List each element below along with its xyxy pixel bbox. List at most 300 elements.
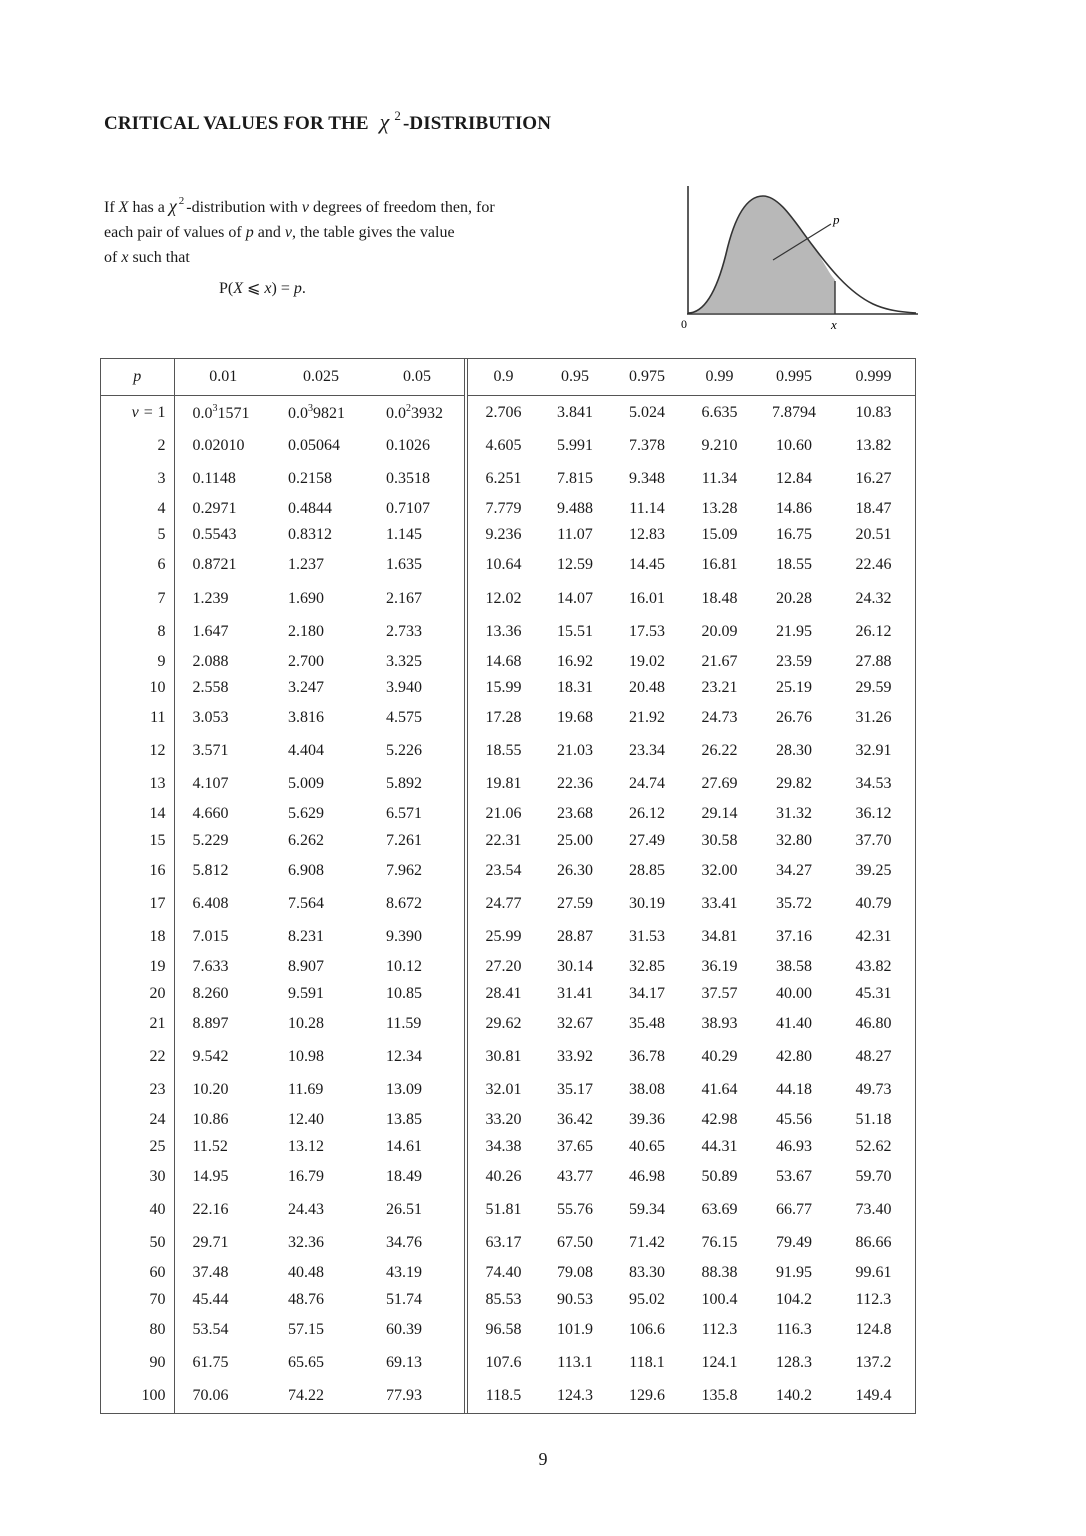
critical-values-table-frame [100, 358, 916, 1414]
nu-cell: 21 [101, 1008, 174, 1041]
intro-paragraph [104, 189, 584, 270]
value-cell: 86.66 [855, 1234, 892, 1252]
value-cell: 14.68 [485, 652, 522, 670]
value-cell: 0.8312 [288, 526, 332, 544]
value-cell: 112.3 [701, 1320, 738, 1338]
value-cell: 34.38 [485, 1138, 522, 1156]
table-row [101, 495, 915, 522]
intro-line-2: each pair of values of p and ν, the table gives the value [104, 224, 455, 241]
table-row [101, 768, 915, 801]
value-cell: 45.44 [192, 1291, 229, 1309]
value-cell: 12.59 [557, 556, 593, 574]
value-cell: 42.98 [701, 1111, 738, 1129]
column-header-p-0.975: 0.975 [611, 359, 683, 396]
value-cell: 21.92 [629, 709, 665, 727]
value-cell: 16.79 [288, 1168, 324, 1186]
value-cell: 124.8 [855, 1320, 892, 1338]
value-cell: 40.00 [776, 985, 812, 1003]
value-cell: 25.99 [485, 928, 522, 946]
value-cell: 4.575 [370, 702, 466, 735]
value-cell: 6.408 [192, 895, 229, 913]
value-cell: 1.145 [370, 522, 466, 549]
value-cell: 66.77 [776, 1201, 812, 1219]
title-superscript: 2 [394, 108, 401, 123]
value-cell: 40.29 [701, 1048, 738, 1066]
value-cell: 7.015 [192, 928, 229, 946]
value-cell: 26.12 [629, 805, 665, 823]
value-cell: 30.19 [629, 895, 665, 913]
value-cell: 5.892 [370, 768, 466, 801]
value-cell: 50.89 [701, 1168, 738, 1186]
value-cell: 13.09 [370, 1074, 466, 1107]
value-cell: 3.247 [288, 679, 324, 697]
value-cell: 12.40 [288, 1111, 324, 1129]
value-cell: 2.167 [370, 582, 466, 615]
value-cell: 9.591 [288, 985, 324, 1003]
column-header-p-0.05: 0.05 [370, 359, 466, 396]
value-cell: 14.86 [776, 499, 812, 517]
value-cell: 59.34 [629, 1201, 665, 1219]
value-cell: 15.51 [557, 622, 593, 640]
value-cell: 118.5 [485, 1387, 522, 1405]
value-cell: 28.41 [485, 985, 522, 1003]
value-cell: 14.95 [192, 1168, 229, 1186]
value-cell: 2.558 [192, 679, 229, 697]
table-row [101, 954, 915, 981]
value-cell: 51.81 [485, 1201, 522, 1219]
nu-cell: 9 [101, 648, 174, 675]
value-cell: 3.571 [192, 742, 229, 760]
value-cell: 30.58 [701, 832, 738, 850]
value-cell: 23.34 [629, 742, 665, 760]
intro-line-1: If X has a χ $^2$ -distribution with ν degrees of freedom then, for [104, 195, 495, 216]
value-cell: 4.107 [192, 775, 229, 793]
value-cell: 11.52 [192, 1138, 228, 1156]
critical-values-table [101, 359, 915, 1413]
value-cell: 31.53 [629, 928, 665, 946]
value-cell: 5.226 [370, 735, 466, 768]
nu-cell: 11 [101, 702, 174, 735]
value-cell: 32.67 [557, 1015, 593, 1033]
nu-cell: 15 [101, 828, 174, 855]
table-row [101, 921, 915, 954]
value-cell: $0.0^23932$ [370, 396, 466, 430]
value-cell: 16.81 [701, 556, 738, 574]
value-cell: 1.690 [288, 589, 324, 607]
value-cell: 45.31 [855, 985, 892, 1003]
value-cell: 40.79 [855, 895, 892, 913]
value-cell: 18.55 [485, 742, 522, 760]
nu-cell: 10 [101, 675, 174, 702]
value-cell: 21.67 [701, 652, 738, 670]
value-cell: 20.09 [701, 622, 738, 640]
table-row [101, 801, 915, 828]
column-header-p-0.999: 0.999 [832, 359, 915, 396]
column-header-p-0.95: 0.95 [539, 359, 611, 396]
value-cell: 44.18 [776, 1081, 812, 1099]
value-cell: 8.907 [288, 958, 324, 976]
value-cell: 34.76 [370, 1227, 466, 1260]
table-row [101, 1347, 915, 1380]
value-cell: 99.61 [855, 1264, 892, 1282]
value-cell: 11.59 [370, 1008, 466, 1041]
value-cell: 36.12 [855, 805, 892, 823]
value-cell: 16.01 [629, 589, 665, 607]
nu-cell: 13 [101, 768, 174, 801]
value-cell: 124.1 [701, 1354, 738, 1372]
page-title [104, 108, 551, 135]
value-cell: 53.54 [192, 1320, 229, 1338]
value-cell: 35.72 [776, 895, 812, 913]
nu-cell: 12 [101, 735, 174, 768]
page-number: 9 [538, 1449, 548, 1469]
table-row [101, 828, 915, 855]
value-cell: 3.325 [370, 648, 466, 675]
value-cell: 48.27 [855, 1048, 892, 1066]
value-cell: 23.59 [776, 652, 812, 670]
value-cell: 35.48 [629, 1015, 665, 1033]
value-cell: 19.02 [629, 652, 665, 670]
value-cell: 10.86 [192, 1111, 229, 1129]
value-cell: 24.74 [629, 775, 665, 793]
value-cell: 36.19 [701, 958, 738, 976]
nu-cell: 2 [101, 429, 174, 462]
value-cell: 3.940 [370, 675, 466, 702]
value-cell: $0.0^39821$ [288, 402, 345, 422]
value-cell: 38.93 [701, 1015, 738, 1033]
table-row [101, 1287, 915, 1314]
table-row [101, 888, 915, 921]
value-cell: 137.2 [855, 1354, 892, 1372]
value-cell: 23.68 [557, 805, 593, 823]
column-header-p-0.025: 0.025 [272, 359, 370, 396]
value-cell: 135.8 [701, 1387, 738, 1405]
table-row [101, 675, 915, 702]
nu-cell: 20 [101, 981, 174, 1008]
value-cell: 70.06 [192, 1387, 229, 1405]
table-row [101, 735, 915, 768]
value-cell: 69.13 [370, 1347, 466, 1380]
value-cell: 11.14 [629, 499, 665, 517]
value-cell: 76.15 [701, 1234, 738, 1252]
value-cell: 0.8721 [192, 556, 237, 574]
value-cell: 0.5543 [192, 526, 237, 544]
value-cell: 4.660 [192, 805, 229, 823]
value-cell: 26.51 [370, 1194, 466, 1227]
value-cell: 40.26 [485, 1168, 522, 1186]
value-cell: 15.99 [485, 679, 522, 697]
table-row [101, 1260, 915, 1287]
value-cell: 106.6 [629, 1320, 665, 1338]
value-cell: 43.82 [855, 958, 892, 976]
value-cell: 14.45 [629, 556, 665, 574]
nu-cell: 5 [101, 522, 174, 549]
value-cell: 36.78 [629, 1048, 665, 1066]
nu-cell: 40 [101, 1194, 174, 1227]
column-header-p-0.01: 0.01 [174, 359, 272, 396]
value-cell: 21.03 [557, 742, 593, 760]
value-cell: 22.36 [557, 775, 593, 793]
value-cell: 23.21 [701, 679, 738, 697]
table-row [101, 1008, 915, 1041]
value-cell: 29.62 [485, 1015, 522, 1033]
value-cell: 91.95 [776, 1264, 812, 1282]
value-cell: 16.27 [855, 469, 892, 487]
value-cell: 27.20 [485, 958, 522, 976]
nu-cell: 23 [101, 1074, 174, 1107]
value-cell: 96.58 [485, 1320, 522, 1338]
nu-cell: 90 [101, 1347, 174, 1380]
value-cell: 7.8794 [772, 403, 816, 421]
value-cell: 36.42 [557, 1111, 593, 1129]
value-cell: 27.88 [855, 652, 892, 670]
value-cell: 149.4 [855, 1387, 892, 1405]
value-cell: 4.404 [288, 742, 324, 760]
value-cell: 40.48 [288, 1264, 324, 1282]
value-cell: 10.20 [192, 1081, 229, 1099]
value-cell: 42.80 [776, 1048, 812, 1066]
nu-cell: 3 [101, 462, 174, 495]
table-row [101, 1134, 915, 1161]
value-cell: 65.65 [288, 1354, 324, 1372]
value-cell: 3.841 [557, 403, 593, 421]
value-cell: 0.3518 [370, 462, 466, 495]
value-cell: 15.09 [701, 526, 738, 544]
value-cell: 140.2 [776, 1387, 812, 1405]
value-cell: 29.14 [701, 805, 738, 823]
nu-cell: 100 [101, 1380, 174, 1413]
value-cell: 28.85 [629, 862, 665, 880]
value-cell: 0.4844 [288, 499, 332, 517]
value-cell: 33.92 [557, 1048, 593, 1066]
value-cell: 28.30 [776, 742, 812, 760]
value-cell: 13.82 [855, 436, 892, 454]
value-cell: 107.6 [485, 1354, 522, 1372]
value-cell: 30.81 [485, 1048, 522, 1066]
value-cell: 27.69 [701, 775, 738, 793]
value-cell: 14.07 [557, 589, 593, 607]
value-cell: 116.3 [776, 1320, 812, 1338]
nu-cell: 8 [101, 615, 174, 648]
nu-cell: 22 [101, 1041, 174, 1074]
value-cell: 26.22 [701, 742, 738, 760]
table-row [101, 981, 915, 1008]
value-cell: 13.12 [288, 1138, 324, 1156]
value-cell: 1.635 [370, 549, 466, 582]
value-cell: 0.02010 [192, 436, 245, 454]
value-cell: 52.62 [855, 1138, 892, 1156]
value-cell: 11.69 [288, 1081, 324, 1099]
value-cell: 124.3 [557, 1387, 593, 1405]
value-cell: 10.28 [288, 1015, 324, 1033]
value-cell: 12.84 [776, 469, 812, 487]
value-cell: 13.85 [370, 1107, 466, 1134]
value-cell: 37.70 [855, 832, 892, 850]
value-cell: 42.31 [855, 928, 892, 946]
nu-cell: ν = 1 [101, 396, 174, 430]
value-cell: 51.74 [370, 1287, 466, 1314]
value-cell: 13.28 [701, 499, 738, 517]
nu-cell: 60 [101, 1260, 174, 1287]
value-cell: 10.85 [370, 981, 466, 1008]
value-cell: 100.4 [701, 1291, 738, 1309]
value-cell: 46.80 [855, 1015, 892, 1033]
value-cell: 22.31 [485, 832, 522, 850]
table-row [101, 1194, 915, 1227]
value-cell: 25.19 [776, 679, 812, 697]
value-cell: 5.629 [288, 805, 324, 823]
value-cell: 9.488 [557, 499, 593, 517]
value-cell: 10.60 [776, 436, 812, 454]
value-cell: 5.991 [557, 436, 593, 454]
value-cell: 8.260 [192, 985, 229, 1003]
column-header-p-0.99: 0.99 [683, 359, 756, 396]
value-cell: 13.36 [485, 622, 522, 640]
value-cell: 33.20 [485, 1111, 522, 1129]
value-cell: 12.34 [370, 1041, 466, 1074]
nu-cell: 80 [101, 1313, 174, 1346]
value-cell: 74.40 [485, 1264, 522, 1282]
value-cell: 10.12 [370, 954, 466, 981]
column-header-p-0.995: 0.995 [756, 359, 832, 396]
table-row [101, 648, 915, 675]
value-cell: 3.816 [288, 709, 324, 727]
value-cell: 21.95 [776, 622, 812, 640]
value-cell: 83.30 [629, 1264, 665, 1282]
nu-cell: 7 [101, 582, 174, 615]
value-cell: 22.46 [855, 556, 892, 574]
intro-line-3: of x such that [104, 249, 190, 266]
value-cell: 20.28 [776, 589, 812, 607]
value-cell: 31.32 [776, 805, 812, 823]
value-cell: 0.05064 [288, 436, 340, 454]
value-cell: 7.261 [370, 828, 466, 855]
value-cell: 46.93 [776, 1138, 812, 1156]
value-cell: 32.01 [485, 1081, 522, 1099]
value-cell: 88.38 [701, 1264, 738, 1282]
value-cell: 26.30 [557, 862, 593, 880]
table-row [101, 1313, 915, 1346]
value-cell: $0.0^31571$ [192, 402, 250, 422]
value-cell: 0.2971 [192, 499, 237, 517]
value-cell: 29.59 [855, 679, 892, 697]
table-row [101, 1161, 915, 1194]
value-cell: 0.1026 [370, 429, 466, 462]
value-cell: 0.7107 [370, 495, 466, 522]
table-row [101, 1227, 915, 1260]
value-cell: 32.91 [855, 742, 892, 760]
chi-symbol: χ [168, 196, 177, 216]
value-cell: 19.68 [557, 709, 593, 727]
table-row [101, 396, 915, 430]
value-cell: 2.706 [485, 403, 522, 421]
value-cell: 8.672 [370, 888, 466, 921]
value-cell: 129.6 [629, 1387, 665, 1405]
value-cell: 7.779 [485, 499, 522, 517]
value-cell: 48.76 [288, 1291, 324, 1309]
value-cell: 29.71 [192, 1234, 229, 1252]
table-row [101, 1074, 915, 1107]
nu-cell: 30 [101, 1161, 174, 1194]
value-cell: 32.36 [288, 1234, 324, 1252]
value-cell: 20.48 [629, 679, 665, 697]
value-cell: 2.088 [192, 652, 229, 670]
value-cell: 41.40 [776, 1015, 812, 1033]
nu-cell: 14 [101, 801, 174, 828]
table-row [101, 1380, 915, 1413]
value-cell: 71.42 [629, 1234, 665, 1252]
value-cell: 45.56 [776, 1111, 812, 1129]
value-cell: 79.49 [776, 1234, 812, 1252]
table-row [101, 462, 915, 495]
value-cell: 46.98 [629, 1168, 665, 1186]
value-cell: 20.51 [855, 526, 892, 544]
value-cell: 1.647 [192, 622, 229, 640]
value-cell: 0.2158 [288, 469, 332, 487]
value-cell: 33.41 [701, 895, 738, 913]
nu-cell: 18 [101, 921, 174, 954]
nu-cell: 25 [101, 1134, 174, 1161]
value-cell: 41.64 [701, 1081, 738, 1099]
header-row [101, 359, 915, 396]
value-cell: 5.812 [192, 862, 229, 880]
value-cell: 9.542 [192, 1048, 229, 1066]
value-cell: 32.00 [701, 862, 738, 880]
value-cell: 5.009 [288, 775, 324, 793]
value-cell: 37.16 [776, 928, 812, 946]
table-row [101, 702, 915, 735]
value-cell: 39.25 [855, 862, 892, 880]
value-cell: 30.14 [557, 958, 593, 976]
value-cell: 0.1148 [192, 469, 236, 487]
value-cell: 34.53 [855, 775, 892, 793]
value-cell: 5.024 [629, 403, 665, 421]
value-cell: 7.633 [192, 958, 229, 976]
value-cell: 18.55 [776, 556, 812, 574]
nu-cell: 16 [101, 855, 174, 888]
value-cell: 31.26 [855, 709, 892, 727]
value-cell: 55.76 [557, 1201, 593, 1219]
value-cell: 6.635 [701, 403, 738, 421]
value-cell: 11.07 [557, 526, 593, 544]
value-cell: 7.815 [557, 469, 593, 487]
value-cell: 63.69 [701, 1201, 738, 1219]
value-cell: 8.231 [288, 928, 324, 946]
value-cell: 9.390 [370, 921, 466, 954]
title-prefix: CRITICAL VALUES FOR THE [104, 113, 369, 134]
value-cell: 24.43 [288, 1201, 324, 1219]
value-cell: 19.81 [485, 775, 522, 793]
value-cell: 37.65 [557, 1138, 593, 1156]
column-header-p-0.9: 0.9 [466, 359, 539, 396]
value-cell: 118.1 [629, 1354, 665, 1372]
value-cell: 6.251 [485, 469, 522, 487]
chi-square-density-figure [678, 184, 923, 334]
table-row [101, 549, 915, 582]
value-cell: 37.48 [192, 1264, 229, 1282]
header-p-label: p [101, 359, 174, 396]
value-cell: 6.571 [370, 801, 466, 828]
value-cell: 1.239 [192, 589, 229, 607]
value-cell: 4.605 [485, 436, 522, 454]
value-cell: 14.61 [370, 1134, 466, 1161]
value-cell: 11.34 [701, 469, 738, 487]
value-cell: 18.49 [370, 1161, 466, 1194]
value-cell: 79.08 [557, 1264, 593, 1282]
table-row [101, 522, 915, 549]
value-cell: 12.02 [485, 589, 522, 607]
value-cell: 67.50 [557, 1234, 593, 1252]
